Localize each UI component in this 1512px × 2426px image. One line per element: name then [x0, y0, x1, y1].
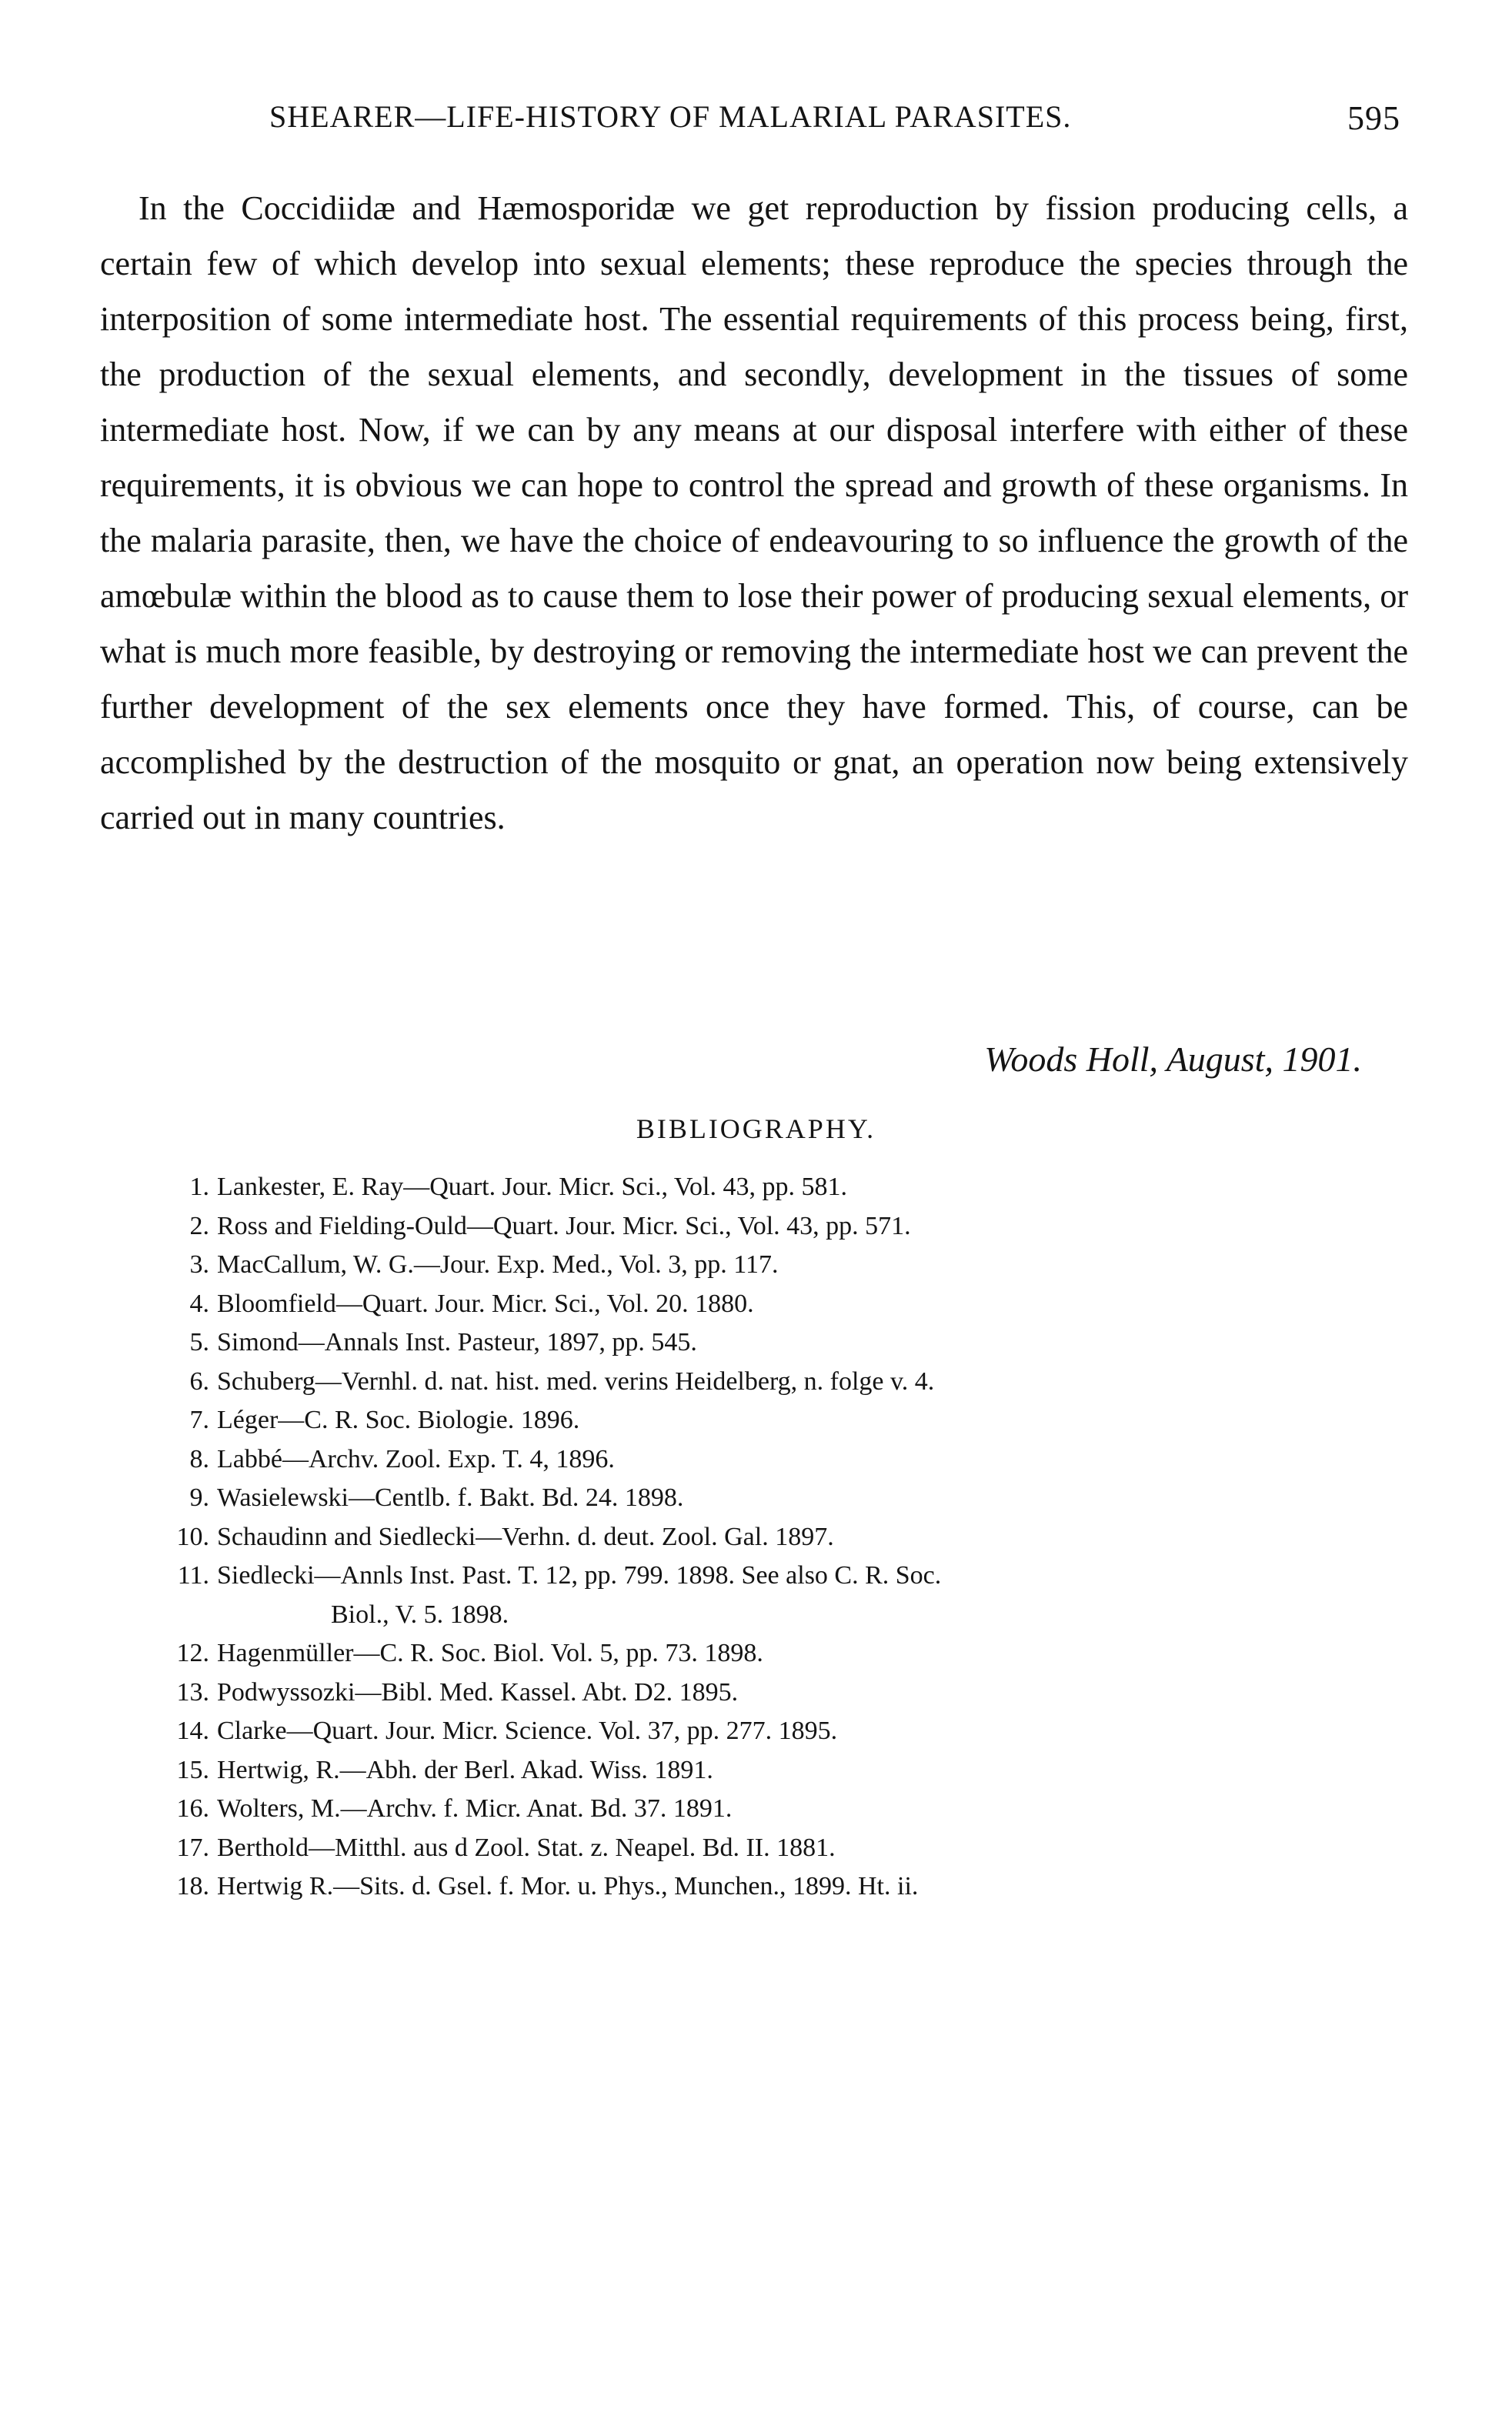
entry-text: Schuberg—Vernhl. d. nat. hist. med. verins Heidelberg, n. folge v. 4.	[217, 1367, 935, 1396]
entry-text: Léger—C. R. Soc. Biologie. 1896.	[217, 1406, 580, 1434]
bibliography-entry	[169, 1557, 1416, 1596]
running-head	[269, 98, 1400, 145]
entry-text: Wasielewski—Centlb. f. Bakt. Bd. 24. 1898.	[217, 1483, 684, 1512]
entry-text: Clarke—Quart. Jour. Micr. Science. Vol. 37, pp. 277. 1895.	[217, 1717, 838, 1745]
bibliography-entry	[169, 1751, 1416, 1790]
entry-number: 15.	[176, 1755, 209, 1784]
entry-text: Biol., V. 5. 1898.	[331, 1600, 509, 1629]
entry-number: 7.	[189, 1406, 209, 1434]
entry-number: 2.	[189, 1211, 209, 1240]
entry-number: 12.	[176, 1639, 209, 1667]
bibliography-entry	[169, 1790, 1416, 1829]
bibliography-entry	[169, 1712, 1416, 1751]
entry-number: 1.	[189, 1173, 209, 1201]
bibliography-entry	[169, 1401, 1416, 1440]
entry-text: Labbé—Archv. Zool. Exp. T. 4, 1896.	[217, 1444, 615, 1473]
page-number: 595	[1347, 99, 1400, 137]
bibliography-entry	[169, 1440, 1416, 1480]
entry-text: Hertwig, R.—Abh. der Berl. Akad. Wiss. 1891.	[217, 1755, 713, 1784]
bibliography-heading: BIBLIOGRAPHY.	[636, 1113, 876, 1144]
entry-text: Wolters, M.—Archv. f. Micr. Anat. Bd. 37. 1891.	[217, 1794, 733, 1823]
bibliography-list	[169, 1168, 1416, 1907]
bibliography-entry	[169, 1829, 1416, 1868]
entry-number: 17.	[176, 1833, 209, 1862]
entry-text: Lankester, E. Ray—Quart. Jour. Micr. Sci., Vol. 43, pp. 581.	[217, 1173, 847, 1201]
entry-text: Bloomfield—Quart. Jour. Micr. Sci., Vol. 20. 1880.	[217, 1289, 754, 1318]
running-head-title: SHEARER—LIFE-HISTORY OF MALARIAL PARASITES.	[269, 99, 1072, 134]
entry-number: 11.	[177, 1561, 209, 1590]
bibliography-entry	[169, 1518, 1416, 1557]
entry-text: Ross and Fielding-Ould—Quart. Jour. Micr. Sci., Vol. 43, pp. 571.	[217, 1211, 911, 1240]
bibliography-entry	[169, 1479, 1416, 1518]
body-paragraph: In the Coccidiidæ and Hæmosporidæ we get reproduction by fission producing cells, a certain few of which develop into sexual elements; these reproduce the species through the interposition of some intermediate host. The essential requirements of this process being, first, the production of the sexual elements, and secondly, development in the tissues of some intermediate host. Now, if we can by any means at our disposal interfere with either of these requirements, it is obvious we can hope to control the spread and growth of these organisms. In the malaria parasite, then, we have the choice of endeavouring to so influence the growth of the amœbulæ within the blood as to cause them to lose their power of producing sexual elements, or what is much more feasible, by destroying or removing the intermediate host we can prevent the further development of the sex elements once they have formed. This, of course, can be accomplished by the destruction of the mosquito or gnat, an operation now being extensively carried out in many countries.	[100, 189, 1408, 836]
bibliography-entry	[169, 1207, 1416, 1246]
entry-number: 14.	[176, 1717, 209, 1745]
bibliography-entry	[169, 1363, 1416, 1402]
entry-text: Podwyssozki—Bibl. Med. Kassel. Abt. D2. 1895.	[217, 1677, 739, 1707]
entry-text: Hertwig R.—Sits. d. Gsel. f. Mor. u. Phys., Munchen., 1899. Ht. ii.	[217, 1872, 919, 1900]
bibliography-entry	[169, 1246, 1416, 1285]
entry-text: Simond—Annals Inst. Pasteur, 1897, pp. 545.	[217, 1328, 697, 1356]
entry-number: 13.	[176, 1677, 209, 1707]
entry-number: 6.	[189, 1367, 209, 1396]
bibliography-entry	[169, 1323, 1416, 1363]
bibliography-entry-continuation	[169, 1596, 1416, 1635]
entry-number: 4.	[189, 1289, 209, 1318]
entry-number: 5.	[189, 1328, 209, 1356]
bibliography-entry	[169, 1634, 1416, 1674]
entry-text: Schaudinn and Siedlecki—Verhn. d. deut. Zool. Gal. 1897.	[217, 1522, 834, 1551]
entry-number: 16.	[176, 1794, 209, 1823]
entry-number: 10.	[176, 1522, 209, 1551]
entry-text: Siedlecki—Annls Inst. Past. T. 12, pp. 799. 1898. See also C. R. Soc.	[217, 1561, 942, 1590]
place-date-signature: Woods Holl, August, 1901.	[984, 1039, 1362, 1079]
bibliography-entry	[169, 1285, 1416, 1324]
bibliography-entry	[169, 1168, 1416, 1207]
entry-number: 8.	[189, 1444, 209, 1473]
bibliography-entry	[169, 1867, 1416, 1907]
entry-text: Berthold—Mitthl. aus d Zool. Stat. z. Neapel. Bd. II. 1881.	[217, 1833, 836, 1862]
entry-text: MacCallum, W. G.—Jour. Exp. Med., Vol. 3, pp. 117.	[217, 1250, 779, 1279]
entry-number: 18.	[176, 1872, 209, 1900]
entry-number: 9.	[189, 1483, 209, 1512]
bibliography-entry	[169, 1674, 1416, 1713]
entry-text: Hagenmüller—C. R. Soc. Biol. Vol. 5, pp. 73. 1898.	[217, 1639, 763, 1667]
entry-number: 3.	[189, 1250, 209, 1279]
